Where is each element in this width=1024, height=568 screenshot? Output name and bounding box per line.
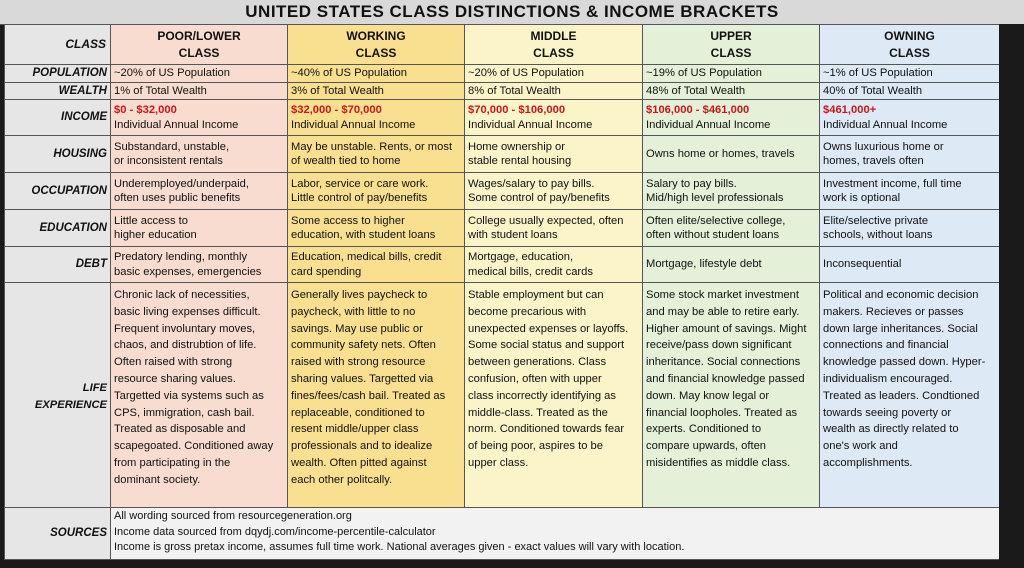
header-name-1: POOR/LOWER bbox=[157, 28, 241, 43]
cell-income bbox=[820, 100, 1000, 136]
cell-line: Salary to pay bills. bbox=[646, 177, 737, 190]
cell-debt bbox=[465, 247, 643, 283]
cell-line: medical bills, credit cards bbox=[468, 265, 593, 278]
cell-housing bbox=[820, 136, 1000, 173]
life-line: basic living expenses difficult. bbox=[114, 305, 261, 318]
cell-line: work is optional bbox=[823, 192, 901, 204]
cell-line: Elite/selective private bbox=[823, 214, 929, 227]
life-line: connections and financial bbox=[823, 339, 949, 352]
income-range: $70,000 - $106,000 bbox=[468, 104, 566, 116]
life-line: towards seeing poverty or bbox=[823, 406, 952, 419]
cell-line: May be unstable. Rents, or most bbox=[291, 140, 453, 153]
life-line: become precarious with bbox=[468, 305, 587, 318]
life-line: unexpected expenses or layoffs. bbox=[468, 322, 629, 335]
cell-debt bbox=[643, 247, 820, 283]
life-line: Targetted via systems such as bbox=[114, 389, 264, 402]
cell-income bbox=[111, 100, 288, 136]
label-life-experience bbox=[5, 283, 111, 508]
life-line: knowledge passed down. Hyper- bbox=[823, 356, 986, 369]
cell-income bbox=[643, 100, 820, 136]
life-line: down large inheritances. Social bbox=[823, 322, 978, 335]
life-line: Treated as leaders. Condtioned bbox=[823, 389, 980, 402]
life-line: each other politcally. bbox=[291, 473, 393, 486]
cell-line: higher education bbox=[114, 229, 197, 241]
cell-line: or inconsistent rentals bbox=[114, 155, 223, 167]
life-line: compare upwards, often bbox=[646, 440, 767, 453]
row-occupation bbox=[5, 173, 1000, 210]
cell-housing bbox=[111, 136, 288, 173]
life-line: one's work and bbox=[823, 440, 898, 453]
row-population bbox=[5, 65, 1000, 83]
row-income bbox=[5, 100, 1000, 136]
cell-line: with student loans bbox=[468, 229, 558, 241]
label-debt: DEBT bbox=[5, 247, 111, 283]
cell-occupation bbox=[820, 173, 1000, 210]
life-line: Often raised with strong bbox=[114, 356, 233, 369]
header-name-2: CLASS bbox=[355, 45, 397, 60]
cell-line: Investment income, full time bbox=[823, 177, 962, 190]
label-sources: SOURCES bbox=[5, 508, 111, 560]
header-name-1: OWNING bbox=[884, 28, 935, 43]
cell-line: Little access to bbox=[114, 214, 188, 227]
cell-education bbox=[288, 210, 465, 247]
page-title: UNITED STATES CLASS DISTINCTIONS & INCOME BRACKETS bbox=[0, 0, 1024, 25]
cell-line: College usually expected, often bbox=[468, 214, 624, 227]
life-line: wealth. Often pitted against bbox=[291, 456, 427, 469]
cell-housing bbox=[465, 136, 643, 173]
header-owning bbox=[820, 25, 1000, 65]
life-line: resource sharing values. bbox=[114, 372, 236, 385]
life-line: wealth as directly related to bbox=[823, 423, 959, 436]
cell-occupation bbox=[465, 173, 643, 210]
cell-line: often without student loans bbox=[646, 229, 780, 241]
source-line: All wording sourced from resourcegeneration.org bbox=[114, 510, 352, 522]
cell-wealth: 1% of Total Wealth bbox=[111, 82, 288, 100]
life-line: sharing values. Targetted via bbox=[291, 372, 434, 385]
income-range: $461,000+ bbox=[823, 104, 877, 116]
row-wealth bbox=[5, 82, 1000, 100]
cell-education bbox=[820, 210, 1000, 247]
cell-life bbox=[111, 283, 288, 508]
source-line: Income data sourced from dqydj.com/income-percentile-calculator bbox=[114, 525, 436, 538]
cell-line: education, with student loans bbox=[291, 229, 436, 241]
life-line: community safety nets. Often bbox=[291, 339, 436, 352]
header-name-2: CLASS bbox=[178, 45, 220, 60]
life-line: raised with strong resource bbox=[291, 356, 426, 369]
life-line: makers. Recieves or passes bbox=[823, 305, 964, 318]
life-line: between generations. Class bbox=[468, 356, 607, 369]
cell-housing bbox=[643, 136, 820, 173]
life-line: Stable employment but can bbox=[468, 289, 604, 301]
header-name-1: MIDDLE bbox=[530, 28, 577, 43]
cell-population: ~20% of US Population bbox=[111, 65, 288, 83]
cell-line: Predatory lending, monthly bbox=[114, 251, 248, 263]
life-line: misidentifies as middle class. bbox=[646, 456, 791, 469]
life-line: chaos, and distrubtion of life. bbox=[114, 339, 257, 352]
cell-wealth: 3% of Total Wealth bbox=[288, 82, 465, 100]
row-housing bbox=[5, 136, 1000, 173]
life-line: savings. May use public or bbox=[291, 322, 423, 335]
cell-line: Mortgage, education, bbox=[468, 251, 574, 263]
cell-income bbox=[465, 100, 643, 136]
header-working bbox=[288, 25, 465, 65]
right-border bbox=[999, 24, 1024, 568]
life-line: Frequent involuntary moves, bbox=[114, 322, 256, 335]
life-line: Treated as disposable and bbox=[114, 423, 246, 436]
life-line: Generally lives paycheck to bbox=[291, 289, 428, 301]
cell-line: of wealth tied to home bbox=[291, 155, 401, 167]
cell-line: stable rental housing bbox=[468, 155, 572, 167]
row-life-experience bbox=[5, 283, 1000, 508]
life-line: down. May know legal or bbox=[646, 389, 770, 402]
life-line: upper class. bbox=[468, 456, 529, 469]
cell-line: Education, medical bills, credit bbox=[291, 251, 442, 263]
label-housing: HOUSING bbox=[5, 136, 111, 173]
cell-line: Wages/salary to pay bills. bbox=[468, 177, 595, 190]
cell-line: card spending bbox=[291, 265, 362, 278]
cell-line: Mid/high level professionals bbox=[646, 192, 784, 204]
cell-wealth: 48% of Total Wealth bbox=[643, 82, 820, 100]
life-line: and may be able to retire early. bbox=[646, 305, 800, 318]
life-line: paycheck, with little to no bbox=[291, 305, 416, 318]
life-line: receive/pass down significant bbox=[646, 339, 792, 352]
income-note: Individual Annual Income bbox=[823, 118, 948, 131]
header-name-1: WORKING bbox=[346, 28, 406, 43]
life-line: resent middle/upper class bbox=[291, 423, 419, 436]
cell-line: basic expenses, emergencies bbox=[114, 265, 262, 278]
life-line: inheritance. Social connections bbox=[646, 356, 801, 369]
cell-line: Mortgage, lifestyle debt bbox=[646, 258, 762, 271]
row-class bbox=[5, 25, 1000, 65]
cell-income bbox=[288, 100, 465, 136]
cell-population: ~40% of US Population bbox=[288, 65, 465, 83]
life-line: of being poor, aspires to be bbox=[468, 440, 603, 453]
cell-line: Inconsequential bbox=[823, 258, 902, 271]
cell-wealth: 8% of Total Wealth bbox=[465, 82, 643, 100]
income-range: $32,000 - $70,000 bbox=[291, 104, 382, 116]
cell-line: Little control of pay/benefits bbox=[291, 192, 428, 204]
cell-wealth: 40% of Total Wealth bbox=[820, 82, 1000, 100]
cell-line: Often elite/selective college, bbox=[646, 214, 786, 227]
source-line: Income is gross pretax income, assumes full time work. National averages given - exact values will vary with location. bbox=[114, 541, 685, 553]
cell-debt bbox=[111, 247, 288, 283]
header-middle bbox=[465, 25, 643, 65]
life-line: experts. Conditioned to bbox=[646, 423, 762, 436]
label-income: INCOME bbox=[5, 100, 111, 136]
header-name-1: UPPER bbox=[710, 28, 752, 43]
cell-line: often uses public benefits bbox=[114, 192, 241, 204]
label-line: EXPERIENCE bbox=[34, 398, 107, 411]
cell-line: Owns home or homes, travels bbox=[646, 147, 795, 160]
income-range: $0 - $32,000 bbox=[114, 104, 177, 116]
cell-line: Substandard, unstable, bbox=[114, 140, 230, 153]
life-line: norm. Conditioned towards fear bbox=[468, 423, 625, 436]
cell-housing bbox=[288, 136, 465, 173]
life-line: middle-class. Treated as the bbox=[468, 406, 608, 419]
life-line: scapegoated. Conditioned away bbox=[114, 440, 274, 453]
life-line: professionals and to idealize bbox=[291, 440, 433, 453]
life-line: accomplishments. bbox=[823, 456, 913, 469]
cell-debt bbox=[820, 247, 1000, 283]
life-line: individualism encouraged. bbox=[823, 372, 953, 385]
cell-life bbox=[288, 283, 465, 508]
cell-education bbox=[643, 210, 820, 247]
cell-line: Underemployed/underpaid, bbox=[114, 177, 249, 190]
income-note: Individual Annual Income bbox=[291, 118, 416, 131]
life-line: CPS, immigration, cash bail. bbox=[114, 406, 255, 419]
life-line: Chronic lack of necessities, bbox=[114, 289, 250, 301]
life-line: financial loopholes. Treated as bbox=[646, 406, 798, 419]
life-line: dominant society. bbox=[114, 473, 201, 486]
header-name-2: CLASS bbox=[533, 45, 574, 60]
header-name-2: CLASS bbox=[710, 45, 752, 60]
header-poor-lower bbox=[111, 25, 288, 65]
life-line: class incorrectly identifying as bbox=[468, 389, 616, 402]
income-note: Individual Annual Income bbox=[646, 118, 771, 131]
cell-occupation bbox=[288, 173, 465, 210]
income-note: Individual Annual Income bbox=[468, 118, 593, 131]
life-line: and financial knowledge passed bbox=[646, 372, 805, 385]
cell-line: Some control of pay/benefits bbox=[468, 192, 610, 204]
life-line: Some social status and support bbox=[468, 339, 625, 352]
cell-occupation bbox=[643, 173, 820, 210]
cell-line: schools, without loans bbox=[823, 229, 933, 241]
income-note: Individual Annual Income bbox=[114, 118, 239, 131]
label-line: LIFE bbox=[82, 381, 107, 394]
life-line: fines/fees/cash bail. Treated as bbox=[291, 389, 446, 402]
cell-line: Owns luxurious home or bbox=[823, 140, 944, 153]
cell-population: ~20% of US Population bbox=[465, 65, 643, 83]
cell-line: Some access to higher bbox=[291, 214, 405, 227]
header-upper bbox=[643, 25, 820, 65]
cell-population: ~19% of US Population bbox=[643, 65, 820, 83]
life-line: from participating in the bbox=[114, 456, 231, 469]
cell-line: Labor, service or care work. bbox=[291, 177, 429, 190]
cell-life bbox=[820, 283, 1000, 508]
cell-education bbox=[111, 210, 288, 247]
class-table bbox=[4, 24, 1000, 560]
life-line: Higher amount of savings. Might bbox=[646, 322, 807, 335]
cell-debt bbox=[288, 247, 465, 283]
income-range: $106,000 - $461,000 bbox=[646, 104, 750, 116]
cell-occupation bbox=[111, 173, 288, 210]
label-education: EDUCATION bbox=[5, 210, 111, 247]
header-name-2: CLASS bbox=[889, 45, 930, 60]
row-education bbox=[5, 210, 1000, 247]
life-line: replaceable, conditioned to bbox=[291, 406, 425, 419]
row-sources bbox=[5, 508, 1000, 560]
label-occupation: OCCUPATION bbox=[5, 173, 111, 210]
life-line: Political and economic decision bbox=[823, 289, 979, 301]
cell-life bbox=[643, 283, 820, 508]
label-wealth: WEALTH bbox=[5, 82, 111, 100]
cell-sources bbox=[111, 508, 1000, 560]
row-debt bbox=[5, 247, 1000, 283]
cell-life bbox=[465, 283, 643, 508]
life-line: Some stock market investment bbox=[646, 289, 799, 301]
label-class: CLASS bbox=[5, 25, 111, 65]
cell-line: Home ownership or bbox=[468, 140, 566, 153]
cell-education bbox=[465, 210, 643, 247]
cell-line: homes, travels often bbox=[823, 155, 924, 167]
cell-population: ~1% of US Population bbox=[820, 65, 1000, 83]
label-population: POPULATION bbox=[5, 65, 111, 83]
life-line: confusion, often with upper bbox=[468, 372, 602, 385]
